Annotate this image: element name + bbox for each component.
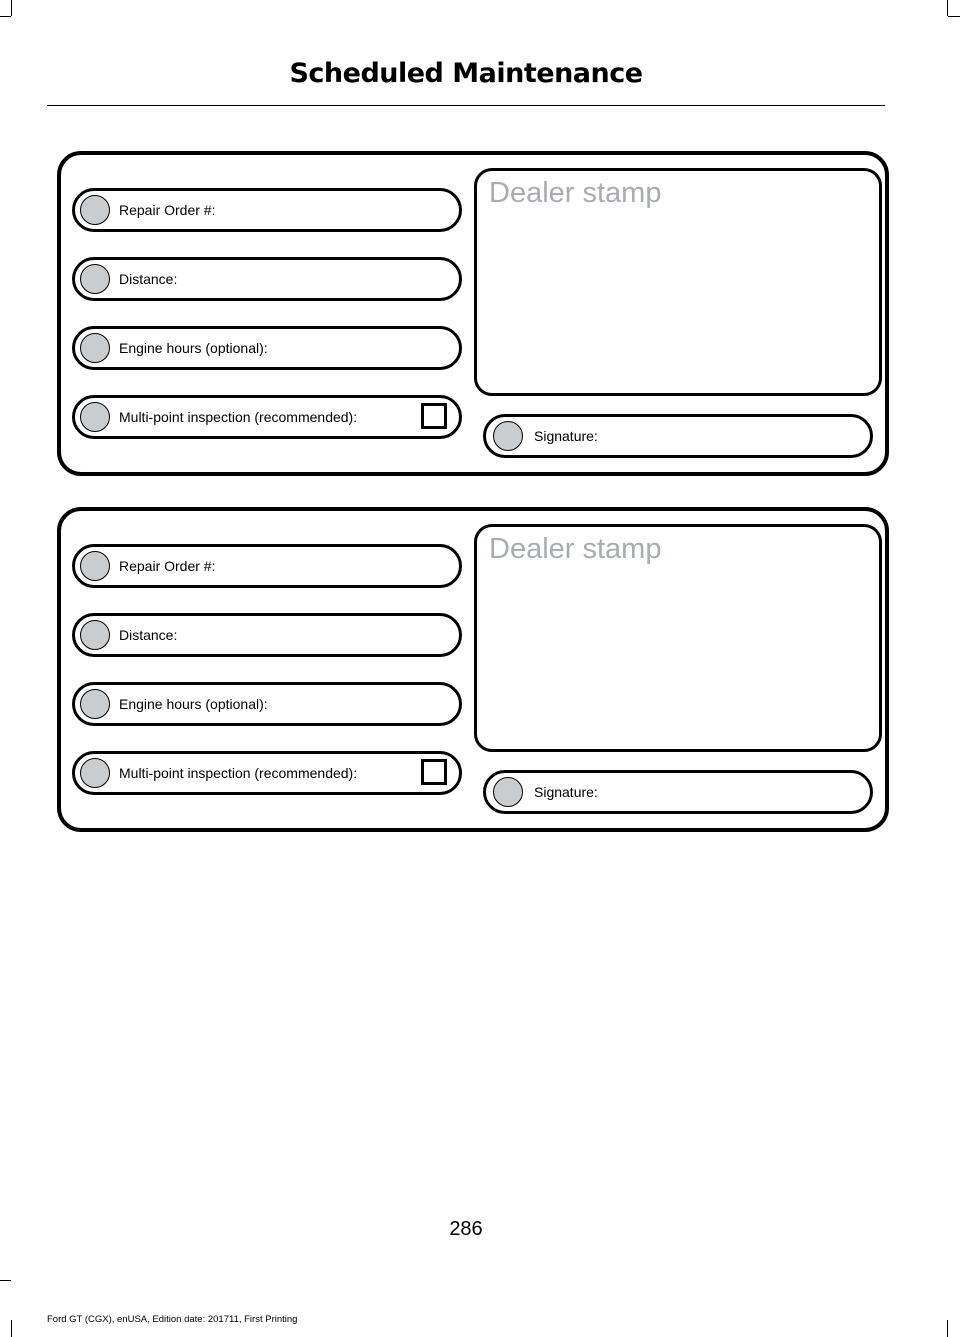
circle-icon — [80, 758, 110, 788]
footer-edition-info: Ford GT (CGX), enUSA, Edition date: 201711, First Printing — [47, 1314, 298, 1325]
circle-icon — [80, 333, 110, 363]
crop-mark-bottom-left-v — [11, 1320, 12, 1337]
crop-mark-top-right-h — [948, 16, 960, 17]
circle-icon — [80, 689, 110, 719]
engine-hours-field[interactable] — [72, 326, 462, 370]
circle-icon — [80, 620, 110, 650]
engine-hours-field[interactable] — [72, 682, 462, 726]
dealer-stamp-area — [474, 524, 882, 752]
maintenance-record-card — [57, 151, 889, 476]
circle-icon — [80, 551, 110, 581]
crop-mark-top-right-v — [947, 0, 948, 16]
repair-order-field[interactable] — [72, 188, 462, 232]
dealer-stamp-label: Dealer stamp — [489, 177, 662, 209]
crop-mark-top-left-v — [11, 0, 12, 16]
maintenance-record-card — [57, 507, 889, 832]
circle-icon — [80, 195, 110, 225]
circle-icon — [80, 264, 110, 294]
crop-mark-bottom-right-v — [947, 1320, 948, 1337]
distance-field[interactable] — [72, 613, 462, 657]
distance-label: Distance: — [119, 627, 178, 643]
page-number: 286 — [449, 1218, 483, 1240]
title-rule — [47, 105, 885, 106]
signature-field[interactable] — [483, 770, 873, 814]
distance-field[interactable] — [72, 257, 462, 301]
repair-order-label: Repair Order #: — [119, 202, 216, 218]
dealer-stamp-area — [474, 168, 882, 396]
repair-order-label: Repair Order #: — [119, 558, 216, 574]
engine-hours-label: Engine hours (optional): — [119, 340, 268, 356]
circle-icon — [493, 777, 523, 807]
inspection-field — [72, 395, 462, 439]
dealer-stamp-label: Dealer stamp — [489, 533, 662, 565]
engine-hours-label: Engine hours (optional): — [119, 696, 268, 712]
inspection-label: Multi-point inspection (recommended): — [119, 765, 358, 781]
signature-field[interactable] — [483, 414, 873, 458]
crop-mark-top-left-h — [0, 16, 11, 17]
crop-mark-bottom-left-h — [0, 1280, 11, 1281]
circle-icon — [493, 421, 523, 451]
inspection-label: Multi-point inspection (recommended): — [119, 409, 358, 425]
page-title: Scheduled Maintenance — [289, 58, 643, 89]
inspection-field — [72, 751, 462, 795]
circle-icon — [80, 402, 110, 432]
signature-label: Signature: — [534, 784, 598, 800]
signature-label: Signature: — [534, 428, 598, 444]
repair-order-field[interactable] — [72, 544, 462, 588]
inspection-checkbox[interactable] — [421, 403, 447, 429]
distance-label: Distance: — [119, 271, 178, 287]
inspection-checkbox[interactable] — [421, 759, 447, 785]
